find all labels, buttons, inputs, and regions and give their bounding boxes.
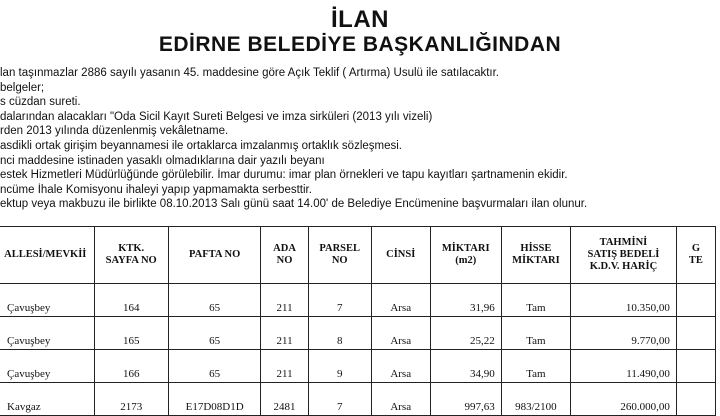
table-cell: 65 (168, 317, 261, 350)
table-row (0, 284, 716, 317)
header-line: TAHMİNİ (599, 237, 648, 248)
table-cell (676, 284, 715, 317)
table-cell: 10.350,00 (571, 284, 677, 317)
column-header-hisse (501, 227, 570, 284)
table-cell: 25,22 (430, 317, 501, 350)
table-cell: 8 (308, 317, 371, 350)
body-line: rden 2013 yılında düzenlenmiş vekâletname. (0, 125, 229, 138)
table-cell (676, 383, 715, 416)
table-cell: 997,63 (430, 383, 501, 416)
table-cell: Arsa (371, 317, 430, 350)
column-header-cut-off (676, 227, 715, 284)
table-cell: Tam (501, 284, 570, 317)
table-cell: 983/2100 (501, 383, 570, 416)
body-line: ncüme İhale Komisyonu ihaleyi yapıp yapmamakta serbesttir. (0, 183, 312, 196)
table-cell: 211 (261, 284, 308, 317)
header-line: ADA (273, 243, 296, 254)
notice-title: İLAN (331, 6, 389, 33)
header-line: PARSEL (319, 243, 361, 254)
column-header-ada-no (261, 227, 308, 284)
table-cell: 2173 (94, 383, 168, 416)
body-line: estek Hizmetleri Müdürlüğünde görülebilir. İmar durumu: imar plan örnekleri ve tapu kayıtları şartnamenin ekidir. (0, 169, 568, 182)
table-cell: Arsa (371, 350, 430, 383)
table-cell (676, 317, 715, 350)
header-line: SATIŞ BEDELİ (587, 249, 660, 260)
table-cell: 260.000,00 (571, 383, 677, 416)
table-cell: 7 (308, 383, 371, 416)
header-line: MİKTARI (512, 255, 560, 266)
table-row (0, 383, 716, 416)
body-line: dalarından alacakları "Oda Sicil Kayıt Sureti Belgesi ve imza sirküleri (2013 yılı vizeli) (0, 110, 433, 123)
body-line: asdikli ortak girişim beyannamesi ile ortaklarca imzalanmış ortaklık sözleşmesi. (0, 139, 402, 152)
column-header-miktari (430, 227, 501, 284)
header-line: NO (331, 255, 348, 266)
header-line: ALLESİ/MEVKİİ (4, 249, 87, 260)
body-line: ektup veya makbuzu ile birlikte 08.10.2013 Salı günü saat 14.00' de Belediye Encümenine başvurmaları ilan olunur. (0, 198, 588, 211)
table-cell (676, 350, 715, 383)
header-line: MİKTARI (441, 243, 490, 254)
notice-body (0, 66, 720, 212)
issuer-title: EDİRNE BELEDİYE BAŞKANLIĞINDAN (158, 33, 562, 56)
body-line: belgeler; (0, 81, 45, 94)
table-header-row (0, 227, 716, 284)
table-cell: Çavuşbey (0, 350, 94, 383)
body-line: s cüzdan sureti. (0, 96, 81, 109)
column-header-parsel-no (308, 227, 371, 284)
table-cell: 9.770,00 (571, 317, 677, 350)
header-line: KTK. (118, 243, 145, 254)
table-row (0, 317, 716, 350)
property-table (0, 226, 716, 416)
table-cell: 34,90 (430, 350, 501, 383)
column-header-sayfa-no (94, 227, 168, 284)
table-cell: 165 (94, 317, 168, 350)
header-line: NO (276, 255, 293, 266)
table-cell: E17D08D1D (168, 383, 261, 416)
header-line: HİSSE (520, 243, 552, 254)
header-line: CİNSİ (386, 249, 416, 260)
table-cell: 211 (261, 317, 308, 350)
table-cell: 166 (94, 350, 168, 383)
table-cell: Kavgaz (0, 383, 94, 416)
table-cell: 31,96 (430, 284, 501, 317)
table-cell: 9 (308, 350, 371, 383)
table-cell: Çavuşbey (0, 284, 94, 317)
table-cell: 2481 (261, 383, 308, 416)
table-cell: 7 (308, 284, 371, 317)
table-cell: 65 (168, 350, 261, 383)
table-cell: Arsa (371, 383, 430, 416)
header-line: SAYFA NO (105, 255, 157, 266)
body-line: lan taşınmazlar 2886 sayılı yasanın 45. maddesine göre Açık Teklif ( Artırma) Usulü ile satılacaktır. (0, 67, 499, 79)
table-cell: 211 (261, 350, 308, 383)
body-line: nci maddesine istinaden yasaklı olmadıklarına dair yazılı beyanı (0, 154, 325, 167)
table-cell: Tam (501, 350, 570, 383)
table-cell: Çavuşbey (0, 317, 94, 350)
header-line: TE (688, 255, 703, 266)
table-cell: 164 (94, 284, 168, 317)
table-cell: Arsa (371, 284, 430, 317)
header-line: PAFTA NO (189, 249, 241, 260)
column-header-satis-bedeli (571, 227, 677, 284)
header-line: K.D.V. HARİÇ (589, 261, 658, 272)
header-line: G (691, 243, 700, 254)
column-header-pafta-no (168, 227, 261, 284)
table-cell: Tam (501, 317, 570, 350)
table-row (0, 350, 716, 383)
column-header-mahalle (0, 227, 94, 284)
header-line: (m2) (455, 255, 477, 266)
table-cell: 65 (168, 284, 261, 317)
table-cell: 11.490,00 (571, 350, 677, 383)
column-header-cinsi (371, 227, 430, 284)
